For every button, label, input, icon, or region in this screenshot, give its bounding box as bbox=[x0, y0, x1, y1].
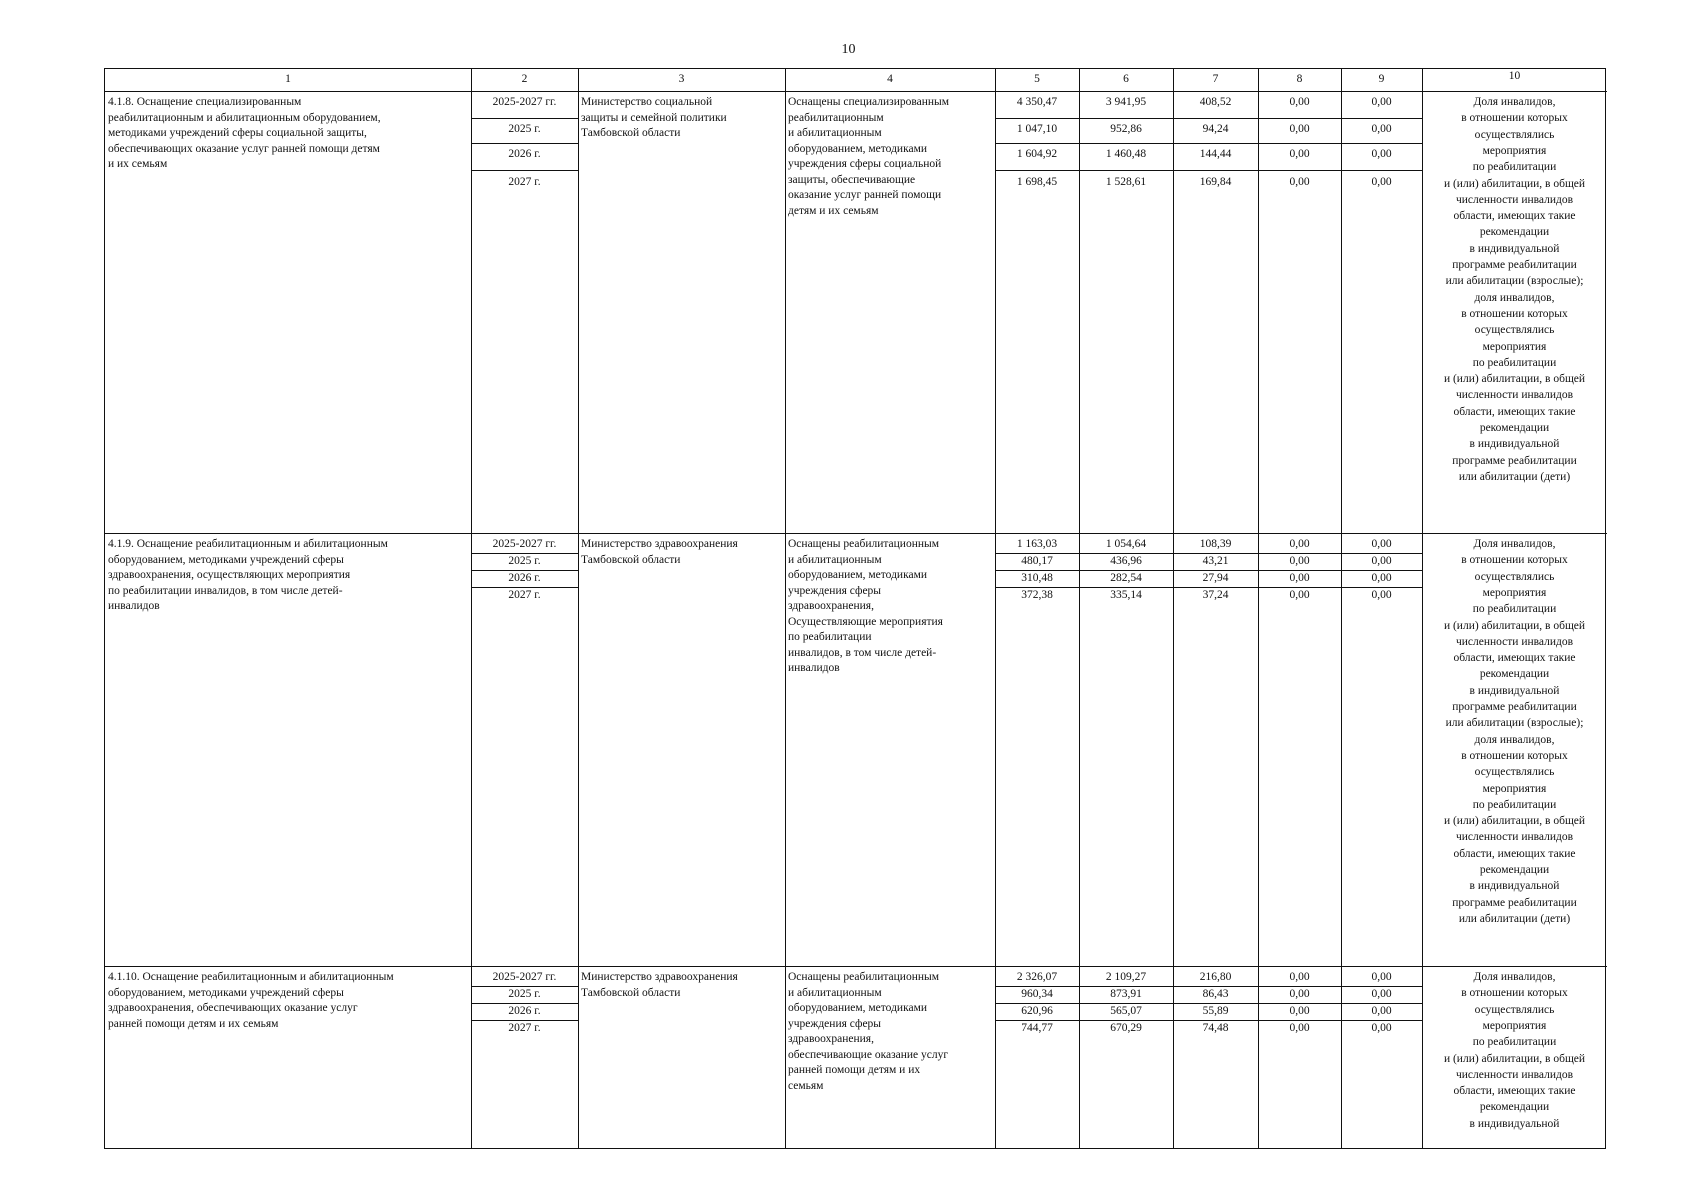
value-cell-v8: 0,00 bbox=[1289, 988, 1310, 1000]
program-table bbox=[104, 68, 1606, 1149]
indicator-line: осуществлялись bbox=[1474, 766, 1555, 779]
indicator-line: в отношении которых bbox=[1461, 749, 1568, 762]
row-divider bbox=[105, 966, 1607, 967]
value-cell-v8: 0,00 bbox=[1289, 96, 1310, 108]
indicator-line: мероприятия bbox=[1482, 340, 1547, 353]
year-row-divider bbox=[995, 118, 1422, 119]
value-cell-v9: 0,00 bbox=[1371, 555, 1392, 567]
value-cell-v9: 0,00 bbox=[1371, 538, 1392, 550]
result-line: Оснащены специализированным bbox=[788, 96, 950, 108]
executor-line: защиты и семейной политики bbox=[581, 111, 727, 124]
value-cell-v7: 108,39 bbox=[1199, 538, 1232, 550]
year-period: 2025 г. bbox=[508, 123, 541, 135]
value-cell-v9: 0,00 bbox=[1371, 988, 1392, 1000]
indicator-line: области, имеющих такие bbox=[1453, 1085, 1576, 1098]
indicator-line: доля инвалидов, bbox=[1474, 733, 1555, 746]
value-cell-v6: 952,86 bbox=[1110, 123, 1142, 135]
indicator-line: по реабилитации bbox=[1472, 798, 1557, 811]
indicator-line: в индивидуальной bbox=[1469, 1117, 1560, 1130]
year-row-divider bbox=[471, 118, 578, 119]
measure-name-line: здравоохранения, осуществляющих мероприятия bbox=[108, 569, 351, 581]
executor-line: Тамбовской области bbox=[581, 553, 681, 566]
indicator-line: осуществлялись bbox=[1474, 128, 1555, 141]
value-cell-v8: 0,00 bbox=[1289, 123, 1310, 135]
value-cell-v6: 565,07 bbox=[1110, 1005, 1142, 1017]
value-cell-v5: 372,38 bbox=[1021, 589, 1053, 601]
header-col-5: 5 bbox=[1034, 73, 1040, 85]
year-period: 2025-2027 гг. bbox=[492, 538, 557, 550]
measure-name-line: 4.1.9. Оснащение реабилитационным и абилитационным bbox=[108, 538, 388, 550]
value-cell-v7: 144,44 bbox=[1199, 148, 1232, 160]
value-cell-v7: 37,24 bbox=[1202, 589, 1229, 601]
result-line: защиты, обеспечивающие bbox=[788, 173, 916, 186]
value-cell-v5: 310,48 bbox=[1021, 572, 1053, 584]
indicator-line: Доля инвалидов, bbox=[1473, 96, 1556, 108]
result-line: и абилитационным bbox=[788, 127, 882, 139]
value-cell-v7: 408,52 bbox=[1199, 96, 1232, 108]
measure-name-line: оборудованием, методиками учреждений сферы bbox=[108, 553, 344, 566]
row-divider bbox=[105, 533, 1607, 534]
result-line: оказание услуг ранней помощи bbox=[788, 189, 942, 201]
value-cell-v7: 74,48 bbox=[1202, 1022, 1229, 1034]
year-row-divider bbox=[471, 143, 578, 144]
result-line: и абилитационным bbox=[788, 553, 882, 566]
result-line: обеспечивающие оказание услуг bbox=[788, 1048, 949, 1061]
value-cell-v8: 0,00 bbox=[1289, 971, 1310, 983]
value-cell-v5: 620,96 bbox=[1021, 1005, 1053, 1017]
value-cell-v5: 744,77 bbox=[1021, 1022, 1053, 1034]
result-line: учреждения сферы bbox=[788, 584, 882, 597]
value-cell-v9: 0,00 bbox=[1371, 1005, 1392, 1017]
value-cell-v8: 0,00 bbox=[1289, 589, 1310, 601]
value-cell-v8: 0,00 bbox=[1289, 572, 1310, 584]
result-line: здравоохранения, bbox=[788, 600, 874, 612]
indicator-line: в отношении которых bbox=[1461, 307, 1568, 320]
value-cell-v7: 169,84 bbox=[1199, 176, 1232, 188]
header-col-7: 7 bbox=[1212, 73, 1219, 85]
year-row-divider bbox=[471, 170, 578, 171]
result-line: семьям bbox=[788, 1079, 824, 1092]
result-line: инвалидов, в том числе детей- bbox=[788, 646, 937, 659]
value-cell-v6: 2 109,27 bbox=[1105, 971, 1147, 983]
indicator-line: осуществлялись bbox=[1474, 1003, 1555, 1016]
measure-name-line: здравоохранения, обеспечивающих оказание услуг bbox=[108, 1002, 358, 1014]
indicator-line: и (или) абилитации, в общей bbox=[1443, 619, 1586, 632]
header-col-1: 1 bbox=[285, 73, 291, 85]
measure-name-line: оборудованием, методиками учреждений сферы bbox=[108, 986, 344, 999]
result-line: и абилитационным bbox=[788, 986, 882, 999]
measure-name-line: 4.1.8. Оснащение специализированным bbox=[108, 96, 302, 108]
value-cell-v9: 0,00 bbox=[1371, 176, 1392, 188]
indicator-line: численности инвалидов bbox=[1455, 1068, 1574, 1081]
indicator-line: и (или) абилитации, в общей bbox=[1443, 373, 1586, 386]
value-cell-v8: 0,00 bbox=[1289, 555, 1310, 567]
result-line: реабилитационным bbox=[788, 111, 884, 124]
header-col-3: 3 bbox=[678, 73, 685, 85]
indicator-line: мероприятия bbox=[1482, 586, 1547, 599]
value-cell-v5: 1 604,92 bbox=[1016, 148, 1058, 160]
value-cell-v5: 1 698,45 bbox=[1016, 176, 1058, 188]
year-period: 2027 г. bbox=[508, 1022, 541, 1034]
indicator-line: численности инвалидов bbox=[1455, 193, 1574, 206]
value-cell-v7: 94,24 bbox=[1202, 123, 1229, 135]
indicator-line: осуществлялись bbox=[1474, 324, 1555, 337]
value-cell-v9: 0,00 bbox=[1371, 572, 1392, 584]
result-line: инвалидов bbox=[788, 662, 840, 674]
executor-line: Тамбовской области bbox=[581, 127, 681, 139]
indicator-line: рекомендации bbox=[1479, 422, 1550, 434]
header-col-8: 8 bbox=[1296, 73, 1303, 85]
value-cell-v6: 1 460,48 bbox=[1105, 148, 1147, 160]
value-cell-v9: 0,00 bbox=[1371, 589, 1392, 601]
year-period: 2026 г. bbox=[508, 148, 541, 160]
result-line: здравоохранения, bbox=[788, 1033, 874, 1045]
result-line: Оснащены реабилитационным bbox=[788, 538, 940, 550]
value-cell-v9: 0,00 bbox=[1371, 1022, 1392, 1034]
measure-name-line: по реабилитации инвалидов, в том числе детей- bbox=[108, 584, 343, 597]
indicator-line: рекомендации bbox=[1479, 226, 1550, 239]
result-line: учреждения сферы социальной bbox=[788, 158, 942, 170]
result-line: Осуществляющие мероприятия bbox=[788, 615, 943, 628]
page-number: 10 bbox=[841, 42, 856, 57]
col-divider bbox=[578, 69, 579, 1148]
year-period: 2027 г. bbox=[508, 176, 541, 188]
measure-name-line: и их семьям bbox=[108, 158, 168, 170]
value-cell-v5: 960,34 bbox=[1021, 988, 1053, 1000]
indicator-line: рекомендации bbox=[1479, 1101, 1550, 1114]
result-line: оборудованием, методиками bbox=[788, 142, 928, 155]
value-cell-v6: 1 528,61 bbox=[1105, 176, 1147, 188]
indicator-line: и (или) абилитации, в общей bbox=[1443, 177, 1586, 190]
year-row-divider bbox=[995, 143, 1422, 144]
indicator-line: мероприятия bbox=[1482, 782, 1547, 795]
value-cell-v9: 0,00 bbox=[1371, 148, 1392, 160]
indicator-line: в индивидуальной bbox=[1469, 242, 1560, 255]
value-cell-v5: 4 350,47 bbox=[1016, 96, 1058, 108]
indicator-line: по реабилитации bbox=[1472, 161, 1557, 174]
year-period: 2025-2027 гг. bbox=[492, 971, 557, 983]
measure-name-line: реабилитационным и абилитационным оборудованием, bbox=[108, 111, 381, 124]
indicator-line: программе реабилитации bbox=[1452, 896, 1577, 909]
value-cell-v9: 0,00 bbox=[1371, 971, 1392, 983]
col-divider bbox=[785, 69, 786, 1148]
indicator-line: мероприятия bbox=[1482, 1019, 1547, 1032]
header-col-6: 6 bbox=[1123, 73, 1129, 85]
header-row-divider bbox=[105, 91, 1607, 92]
indicator-line: в отношении которых bbox=[1461, 112, 1568, 125]
indicator-line: области, имеющих такие bbox=[1453, 210, 1576, 223]
indicator-line: и (или) абилитации, в общей bbox=[1443, 1052, 1586, 1065]
value-cell-v8: 0,00 bbox=[1289, 538, 1310, 550]
value-cell-v7: 216,80 bbox=[1199, 971, 1232, 983]
result-line: ранней помощи детям и их bbox=[788, 1064, 921, 1076]
result-line: оборудованием, методиками bbox=[788, 569, 928, 581]
executor-line: Министерство здравоохранения bbox=[581, 538, 738, 550]
value-cell-v6: 335,14 bbox=[1110, 589, 1142, 601]
measure-name-line: инвалидов bbox=[108, 600, 160, 612]
measure-name-line: обеспечивающих оказание услуг ранней помощи детям bbox=[108, 142, 380, 155]
value-cell-v7: 43,21 bbox=[1202, 555, 1229, 567]
value-cell-v6: 282,54 bbox=[1110, 572, 1142, 584]
indicator-line: или абилитации (дети) bbox=[1458, 470, 1571, 483]
value-cell-v9: 0,00 bbox=[1371, 96, 1392, 108]
indicator-line: или абилитации (взрослые); bbox=[1445, 275, 1584, 288]
result-line: по реабилитации bbox=[788, 631, 872, 643]
indicator-line: области, имеющих такие bbox=[1453, 652, 1576, 665]
indicator-line: программе реабилитации bbox=[1452, 259, 1577, 271]
indicator-line: в отношении которых bbox=[1461, 987, 1568, 1000]
header-col-2: 2 bbox=[521, 73, 528, 85]
year-period: 2025 г. bbox=[508, 988, 541, 1000]
measure-name-line: ранней помощи детям и их семьям bbox=[108, 1017, 279, 1030]
result-line: Оснащены реабилитационным bbox=[788, 971, 940, 983]
value-cell-v8: 0,00 bbox=[1289, 176, 1310, 188]
indicator-line: численности инвалидов bbox=[1455, 635, 1574, 648]
value-cell-v6: 1 054,64 bbox=[1105, 538, 1147, 550]
indicator-line: в индивидуальной bbox=[1469, 880, 1560, 893]
year-period: 2026 г. bbox=[508, 572, 541, 584]
value-cell-v5: 2 326,07 bbox=[1016, 971, 1058, 983]
indicator-line: рекомендации bbox=[1479, 864, 1550, 876]
value-cell-v5: 480,17 bbox=[1021, 555, 1053, 567]
indicator-line: численности инвалидов bbox=[1455, 831, 1574, 844]
result-line: оборудованием, методиками bbox=[788, 1002, 928, 1014]
year-row-divider bbox=[995, 170, 1422, 171]
value-cell-v6: 436,96 bbox=[1110, 555, 1142, 567]
value-cell-v8: 0,00 bbox=[1289, 148, 1310, 160]
value-cell-v7: 27,94 bbox=[1202, 572, 1229, 584]
indicator-line: в отношении которых bbox=[1461, 554, 1568, 567]
value-cell-v7: 55,89 bbox=[1202, 1005, 1229, 1017]
header-col-9: 9 bbox=[1378, 73, 1385, 85]
value-cell-v9: 0,00 bbox=[1371, 123, 1392, 135]
indicator-line: Доля инвалидов, bbox=[1473, 971, 1556, 983]
result-line: детям и их семьям bbox=[788, 204, 879, 217]
indicator-line: в индивидуальной bbox=[1469, 684, 1560, 697]
indicator-line: по реабилитации bbox=[1472, 603, 1557, 616]
value-cell-v8: 0,00 bbox=[1289, 1005, 1310, 1017]
indicator-line: программе реабилитации bbox=[1452, 701, 1577, 713]
year-period: 2025 г. bbox=[508, 555, 541, 567]
value-cell-v6: 873,91 bbox=[1110, 988, 1142, 1000]
indicator-line: доля инвалидов, bbox=[1474, 291, 1555, 304]
indicator-line: рекомендации bbox=[1479, 668, 1550, 681]
result-line: учреждения сферы bbox=[788, 1017, 882, 1030]
header-col-10: 10 bbox=[1508, 70, 1521, 82]
value-cell-v7: 86,43 bbox=[1202, 988, 1229, 1000]
year-period: 2027 г. bbox=[508, 589, 541, 601]
indicator-line: по реабилитации bbox=[1472, 356, 1557, 369]
executor-line: Тамбовской области bbox=[581, 986, 681, 999]
indicator-line: программе реабилитации bbox=[1452, 454, 1577, 467]
indicator-line: области, имеющих такие bbox=[1453, 405, 1576, 418]
indicator-line: или абилитации (взрослые); bbox=[1445, 717, 1584, 730]
value-cell-v5: 1 047,10 bbox=[1016, 123, 1058, 135]
executor-line: Министерство социальной bbox=[581, 96, 713, 108]
value-cell-v6: 670,29 bbox=[1110, 1022, 1142, 1034]
value-cell-v8: 0,00 bbox=[1289, 1022, 1310, 1034]
indicator-line: или абилитации (дети) bbox=[1458, 912, 1571, 925]
header-col-4: 4 bbox=[887, 73, 893, 85]
year-period: 2025-2027 гг. bbox=[492, 96, 557, 108]
indicator-line: Доля инвалидов, bbox=[1473, 538, 1556, 550]
indicator-line: области, имеющих такие bbox=[1453, 847, 1576, 860]
executor-line: Министерство здравоохранения bbox=[581, 971, 738, 983]
measure-name-line: методиками учреждений сферы социальной защиты, bbox=[108, 127, 367, 139]
value-cell-v6: 3 941,95 bbox=[1105, 96, 1147, 108]
indicator-line: мероприятия bbox=[1482, 144, 1547, 157]
year-period: 2026 г. bbox=[508, 1005, 541, 1017]
indicator-line: осуществлялись bbox=[1474, 570, 1555, 583]
indicator-line: в индивидуальной bbox=[1469, 438, 1560, 451]
indicator-line: по реабилитации bbox=[1472, 1036, 1557, 1049]
value-cell-v5: 1 163,03 bbox=[1016, 538, 1058, 550]
indicator-line: численности инвалидов bbox=[1455, 389, 1574, 402]
measure-name-line: 4.1.10. Оснащение реабилитационным и абилитационным bbox=[108, 971, 394, 983]
indicator-line: и (или) абилитации, в общей bbox=[1443, 815, 1586, 828]
